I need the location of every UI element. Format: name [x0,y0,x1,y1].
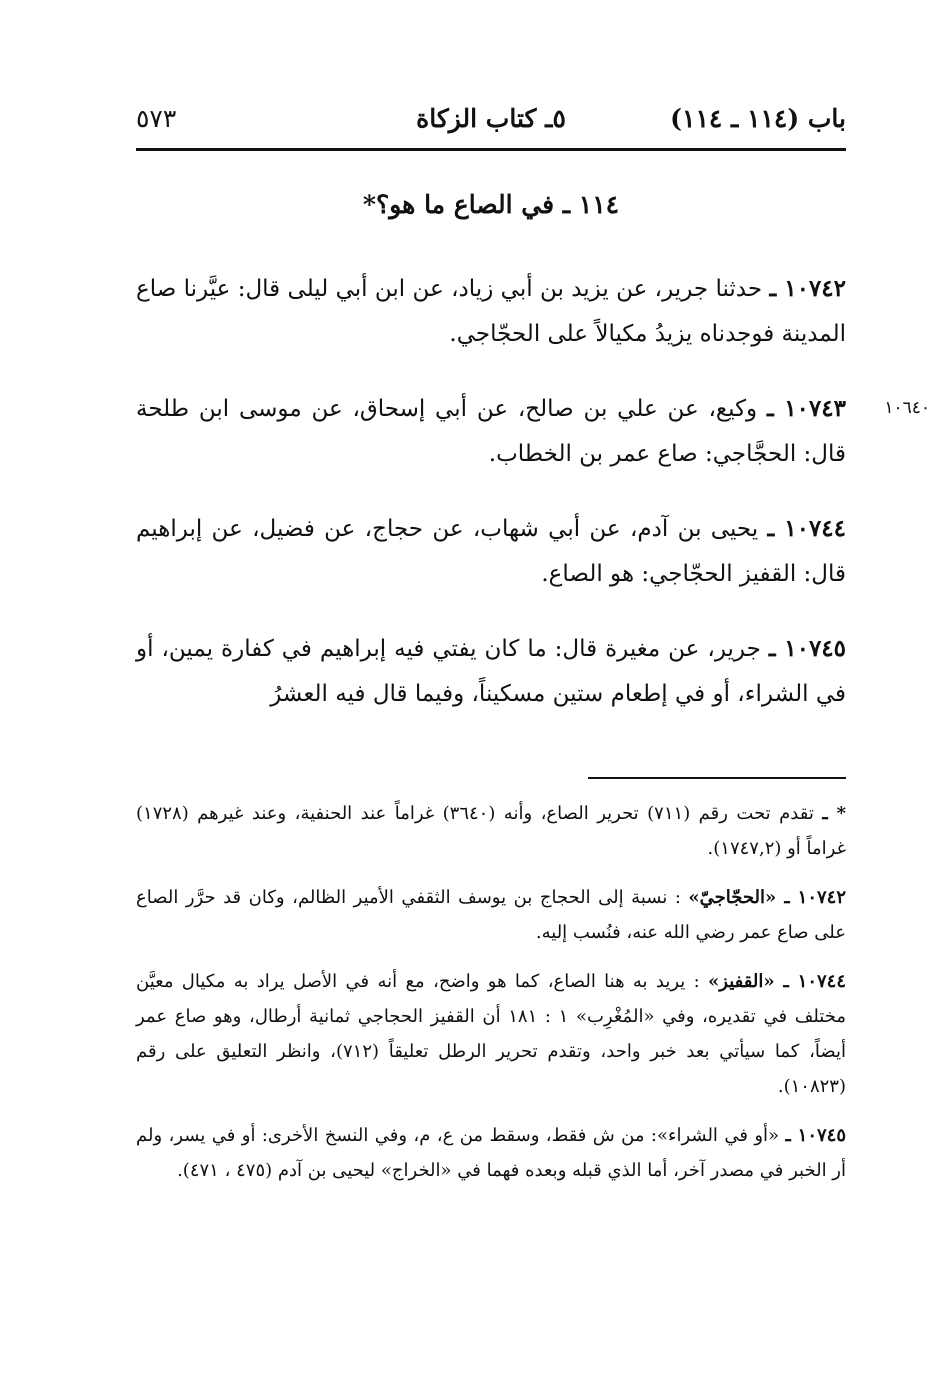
margin-cross-reference: ١٠٦٤٠ [884,398,930,418]
footnotes [136,796,846,1202]
footnote [136,796,846,866]
book-title: ٥ـ كتاب الزكاة [416,104,566,133]
hadith-number: ١٠٧٤٢ ـ [769,275,846,302]
hadith-text: وكيع، عن علي بن صالح، عن أبي إسحاق، عن موسى ابن طلحة قال: الحجَّاجي: صاع عمر بن الخطاب. [136,396,846,467]
hadith-entry [136,266,846,357]
chapter-reference: باب (١١٤ ـ ١١٤) [670,104,846,133]
footnote-text: : نسبة إلى الحجاج بن يوسف الثقفي الأمير الظالم، وكان قد حرَّر الصاع على صاع عمر رضي الله عنه، فنُسب إليه. [136,887,846,943]
hadith-number: ١٠٧٤٤ ـ [767,515,846,542]
hadith-number: ١٠٧٤٣ ـ [766,395,846,422]
footnote [136,1118,846,1188]
hadith-text: جرير، عن مغيرة قال: ما كان يفتي فيه إبراهيم في كفارة يمين، أو في الشراء، أو في إطعام ستين مسكيناً، وفيما قال فيه العشرُ [136,636,846,707]
hadith-entry [136,386,846,477]
footnote-lead: ١٠٧٤٤ ـ «القفيز» [708,971,846,992]
running-header [136,98,846,142]
page-number: ٥٧٣ [136,104,177,133]
hadith-text: يحيى بن آدم، عن أبي شهاب، عن حجاج، عن فضيل، عن إبراهيم قال: القفيز الحجّاجي: هو الصاع. [136,516,846,587]
footnote-text: «أو في الشراء»: من ش فقط، وسقط من ع، م، وفي النسخ الأخرى: أو في يسر، ولم أر الخبر في مصدر آخر، أما الذي قبله وبعده فهما في «الخراج» ليحيى بن آدم (٤٧٥ ، ٤٧١). [136,1125,846,1181]
footnote-lead: ١٠٧٤٥ ـ [785,1125,846,1146]
hadith-entry [136,626,846,717]
footnote [136,880,846,950]
footnote-text: تقدم تحت رقم (٧١١) تحرير الصاع، وأنه (٣٦٤٠) غراماً عند الحنفية، وعند غيرهم (١٧٢٨) غراماً أو (١٧٤٧,٢). [136,803,846,859]
section-title: ١١٤ ـ في الصاع ما هو؟* [362,190,620,219]
hadith-entry [136,506,846,597]
hadith-number: ١٠٧٤٥ ـ [768,635,847,662]
footnote-lead: * ـ [822,803,846,824]
footnote-divider [588,777,846,779]
footnote [136,964,846,1104]
hadith-text: حدثنا جرير، عن يزيد بن أبي زياد، عن ابن أبي ليلى قال: عيَّرنا صاع المدينة فوجدناه يزيدُ مكيالاً على الحجّاجي. [136,276,846,347]
header-divider [136,148,846,151]
footnote-lead: ١٠٧٤٢ ـ «الحجّاجيّ» [688,887,846,908]
footnote-text: : يريد به هنا الصاع، كما هو واضح، مع أنه في الأصل يراد به مكيال معيَّن مختلف في تقديره، وفي «المُغْرِب» ١ : ١٨١ أن القفيز الحجاجي ثمانية أرطال، وهو صاع عمر أيضاً، كما سيأتي بعد خبر واحد، وتقدم تحرير الرطل تعليقاً (٧١٢)، وانظر التعليق على رقم (١٠٨٢٣). [136,971,846,1097]
main-text [136,266,846,746]
